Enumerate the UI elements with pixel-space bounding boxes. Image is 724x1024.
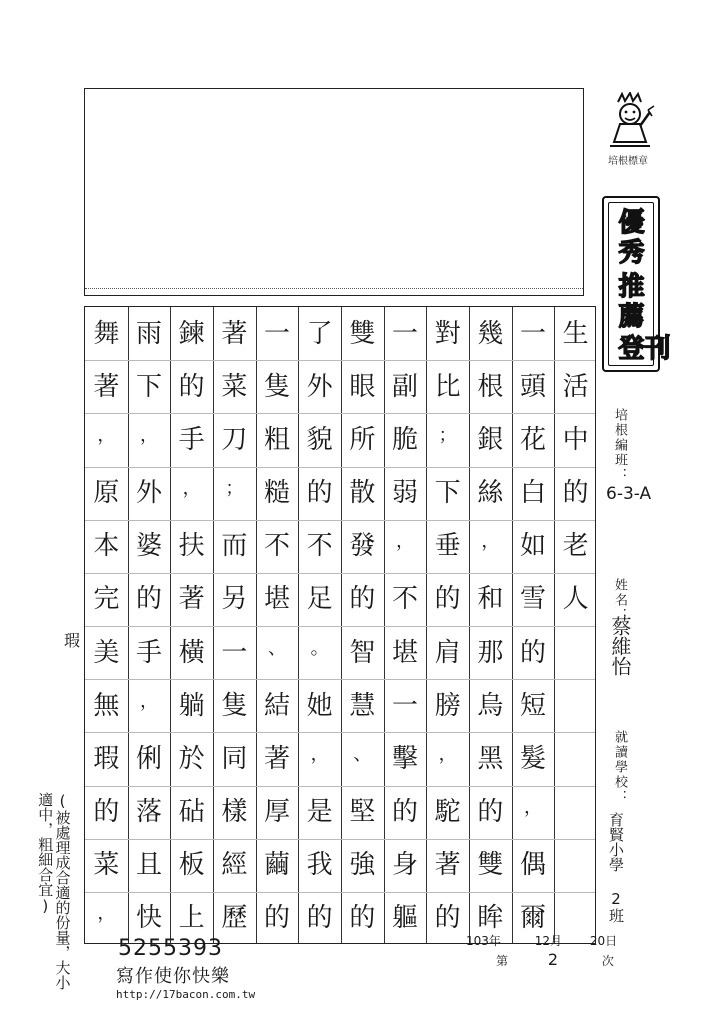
essay-char: 歷 bbox=[221, 903, 248, 934]
margin-correction-note: 瑕 bbox=[64, 631, 81, 650]
essay-char: 板 bbox=[178, 850, 205, 881]
essay-char: 經 bbox=[221, 850, 248, 881]
essay-char: 於 bbox=[178, 743, 205, 774]
essay-char: 黑 bbox=[477, 743, 504, 774]
essay-char: 的 bbox=[349, 903, 376, 934]
grid-column-divider bbox=[128, 307, 129, 943]
essay-char: 一 bbox=[519, 318, 546, 349]
essay-char: ， bbox=[139, 690, 158, 712]
essay-char: 而 bbox=[221, 531, 248, 562]
essay-char: 同 bbox=[221, 743, 248, 774]
date-month: 12 bbox=[534, 934, 551, 948]
essay-char: ； bbox=[225, 478, 244, 500]
essay-char: 的 bbox=[434, 903, 461, 934]
grid-column-divider bbox=[256, 307, 257, 943]
essay-char: 比 bbox=[434, 371, 461, 402]
essay-char: 足 bbox=[306, 584, 333, 615]
essay-char: 躺 bbox=[178, 690, 205, 721]
essay-char: ； bbox=[438, 424, 457, 446]
essay-char: 舞 bbox=[93, 318, 120, 349]
essay-char: 軀 bbox=[391, 903, 418, 934]
essay-char: 手 bbox=[135, 637, 162, 668]
essay-char: 膀 bbox=[434, 690, 461, 721]
brand-slogan: 寫作使你快樂 bbox=[116, 966, 230, 987]
essay-char: 堪 bbox=[263, 584, 290, 615]
manuscript-grid bbox=[84, 306, 596, 944]
essay-char: 上 bbox=[178, 903, 205, 934]
essay-char: 眸 bbox=[477, 903, 504, 934]
essay-char: 、 bbox=[353, 743, 372, 765]
essay-char: 著 bbox=[178, 584, 205, 615]
essay-char: 一 bbox=[391, 690, 418, 721]
essay-char: 一 bbox=[391, 318, 418, 349]
essay-char: 砧 bbox=[178, 797, 205, 828]
essay-char: 菜 bbox=[93, 850, 120, 881]
essay-char: 美 bbox=[93, 637, 120, 668]
grid-row-divider bbox=[85, 892, 595, 893]
grid-row-divider bbox=[85, 626, 595, 627]
essay-char: 的 bbox=[391, 797, 418, 828]
essay-char: 那 bbox=[477, 637, 504, 668]
essay-char: 。 bbox=[310, 637, 329, 659]
essay-char: 髮 bbox=[519, 743, 546, 774]
essay-char: 老 bbox=[562, 531, 589, 562]
essay-char: 粗 bbox=[263, 424, 290, 455]
school-value: 育賢小學 2班 bbox=[607, 812, 625, 923]
essay-char: 的 bbox=[263, 903, 290, 934]
essay-char: 散 bbox=[349, 478, 376, 509]
essay-char: 堅 bbox=[349, 797, 376, 828]
essay-char: 且 bbox=[135, 850, 162, 881]
essay-char: 的 bbox=[93, 797, 120, 828]
essay-char: 副 bbox=[391, 371, 418, 402]
essay-char: 花 bbox=[519, 424, 546, 455]
essay-char: 駝 bbox=[434, 797, 461, 828]
essay-char: 隻 bbox=[221, 690, 248, 721]
essay-char: 偶 bbox=[519, 850, 546, 881]
essay-char: 著 bbox=[263, 743, 290, 774]
essay-char: 不 bbox=[306, 531, 333, 562]
essay-char: 我 bbox=[306, 850, 333, 881]
essay-char: 本 bbox=[93, 531, 120, 562]
essay-char: 的 bbox=[135, 584, 162, 615]
essay-char: 、 bbox=[267, 637, 286, 659]
essay-char: 身 bbox=[391, 850, 418, 881]
essay-char: 著 bbox=[434, 850, 461, 881]
essay-char: 隻 bbox=[263, 371, 290, 402]
essay-char: 頭 bbox=[519, 371, 546, 402]
essay-char: 的 bbox=[434, 584, 461, 615]
essay-char: 擊 bbox=[391, 743, 418, 774]
essay-char: 智 bbox=[349, 637, 376, 668]
essay-char: 所 bbox=[349, 424, 376, 455]
essay-char: ， bbox=[395, 531, 414, 553]
essay-char: 爾 bbox=[519, 903, 546, 934]
grid-row-divider bbox=[85, 360, 595, 361]
essay-char: ， bbox=[97, 903, 116, 925]
date-day: 20 bbox=[589, 934, 606, 948]
essay-char: 原 bbox=[93, 478, 120, 509]
essay-char: ， bbox=[523, 797, 542, 819]
recommend-line-2: 推薦 bbox=[614, 272, 644, 332]
essay-char: 另 bbox=[221, 584, 248, 615]
grid-column-divider bbox=[298, 307, 299, 943]
recommend-publish-badge bbox=[602, 196, 670, 372]
essay-char: 雙 bbox=[477, 850, 504, 881]
grid-column-divider bbox=[469, 307, 470, 943]
essay-char: 強 bbox=[349, 850, 376, 881]
grid-column-divider bbox=[170, 307, 171, 943]
student-name: 蔡維怡 bbox=[608, 616, 632, 676]
essay-char: 堪 bbox=[391, 637, 418, 668]
essay-char: 雙 bbox=[349, 318, 376, 349]
essay-char: 瑕 bbox=[93, 743, 120, 774]
essay-char: ， bbox=[481, 531, 500, 553]
essay-char: 一 bbox=[221, 637, 248, 668]
grid-row-divider bbox=[85, 679, 595, 680]
recommend-line-3: 刊登 bbox=[614, 334, 670, 364]
class-label: 培根編班： bbox=[612, 408, 627, 483]
essay-char: 外 bbox=[306, 371, 333, 402]
grid-row-divider bbox=[85, 520, 595, 521]
essay-char: 雪 bbox=[519, 584, 546, 615]
essay-char: 快 bbox=[135, 903, 162, 934]
grid-column-divider bbox=[213, 307, 214, 943]
essay-char: 繭 bbox=[263, 850, 290, 881]
essay-char: 鍊 bbox=[178, 318, 205, 349]
essay-char: 絲 bbox=[477, 478, 504, 509]
essay-char: 不 bbox=[263, 531, 290, 562]
grid-column-divider bbox=[384, 307, 385, 943]
site-url: http://17bacon.com.tw bbox=[116, 988, 256, 1001]
essay-char: 扶 bbox=[178, 531, 205, 562]
stamp-label: 培根標章 bbox=[608, 156, 648, 167]
essay-char: 人 bbox=[562, 584, 589, 615]
essay-char: 下 bbox=[434, 478, 461, 509]
essay-char: 的 bbox=[349, 584, 376, 615]
teacher-comment-box bbox=[84, 88, 584, 296]
essay-char: 短 bbox=[519, 690, 546, 721]
essay-char: 下 bbox=[135, 371, 162, 402]
recommend-line-1: 優秀 bbox=[614, 208, 644, 268]
essay-char: 弱 bbox=[391, 478, 418, 509]
submission-count: 第 2 次 bbox=[496, 950, 614, 969]
essay-char: 如 bbox=[519, 531, 546, 562]
essay-char: 眼 bbox=[349, 371, 376, 402]
essay-char: ， bbox=[139, 424, 158, 446]
date-line: 103年 12月 20日 bbox=[466, 934, 618, 948]
essay-char: 是 bbox=[306, 797, 333, 828]
grid-column-divider bbox=[426, 307, 427, 943]
essay-char: 糙 bbox=[263, 478, 290, 509]
essay-char: ， bbox=[310, 743, 329, 765]
essay-char: 外 bbox=[135, 478, 162, 509]
essay-char: 的 bbox=[178, 371, 205, 402]
essay-char: 完 bbox=[93, 584, 120, 615]
school-label: 就讀學校： bbox=[612, 730, 627, 805]
grid-row-divider bbox=[85, 467, 595, 468]
essay-char: 橫 bbox=[178, 637, 205, 668]
essay-char: 垂 bbox=[434, 531, 461, 562]
essay-char: 銀 bbox=[477, 424, 504, 455]
essay-char: 著 bbox=[93, 371, 120, 402]
essay-char: 厚 bbox=[263, 797, 290, 828]
essay-char: 菜 bbox=[221, 371, 248, 402]
essay-char: 著 bbox=[221, 318, 248, 349]
essay-char: 肩 bbox=[434, 637, 461, 668]
essay-char: 的 bbox=[477, 797, 504, 828]
essay-char: 一 bbox=[263, 318, 290, 349]
margin-comment-note: (被處理成合適的份量，大小適中，粗細合宜) bbox=[36, 792, 72, 990]
essay-char: 落 bbox=[135, 797, 162, 828]
grid-column-divider bbox=[341, 307, 342, 943]
essay-char: 慧 bbox=[349, 690, 376, 721]
essay-char: ， bbox=[182, 478, 201, 500]
essay-char: 脆 bbox=[391, 424, 418, 455]
essay-char: 的 bbox=[519, 637, 546, 668]
essay-char: 結 bbox=[263, 690, 290, 721]
essay-char: 刀 bbox=[221, 424, 248, 455]
essay-char: 無 bbox=[93, 690, 120, 721]
submission-number: 2 bbox=[547, 950, 559, 969]
grid-column-divider bbox=[512, 307, 513, 943]
essay-char: 了 bbox=[306, 318, 333, 349]
essay-char: 生 bbox=[562, 318, 589, 349]
essay-char: 的 bbox=[306, 903, 333, 934]
essay-char: 樣 bbox=[221, 797, 248, 828]
essay-char: 烏 bbox=[477, 690, 504, 721]
grid-row-divider bbox=[85, 786, 595, 787]
essay-char: ， bbox=[438, 743, 457, 765]
essay-id-number: 5255393 bbox=[118, 936, 223, 961]
essay-char: 貌 bbox=[306, 424, 333, 455]
date-year: 103 bbox=[466, 934, 489, 948]
essay-char: 活 bbox=[562, 371, 589, 402]
essay-char: 白 bbox=[519, 478, 546, 509]
bacon-mascot-stamp-icon bbox=[604, 92, 656, 150]
essay-char: 她 bbox=[306, 690, 333, 721]
essay-char: 中 bbox=[562, 424, 589, 455]
grid-row-divider bbox=[85, 573, 595, 574]
essay-char: 的 bbox=[562, 478, 589, 509]
essay-char: 根 bbox=[477, 371, 504, 402]
essay-char: 對 bbox=[434, 318, 461, 349]
essay-char: 發 bbox=[349, 531, 376, 562]
name-label: 姓名： bbox=[612, 578, 627, 623]
essay-char: 不 bbox=[391, 584, 418, 615]
essay-char: 雨 bbox=[135, 318, 162, 349]
essay-char: 手 bbox=[178, 424, 205, 455]
essay-char: 的 bbox=[306, 478, 333, 509]
grid-row-divider bbox=[85, 413, 595, 414]
essay-char: 婆 bbox=[135, 531, 162, 562]
essay-char: 和 bbox=[477, 584, 504, 615]
essay-char: ， bbox=[97, 424, 116, 446]
essay-char: 幾 bbox=[477, 318, 504, 349]
grid-row-divider bbox=[85, 732, 595, 733]
grid-row-divider bbox=[85, 839, 595, 840]
essay-char: 俐 bbox=[135, 743, 162, 774]
class-value: 6-3-A bbox=[606, 484, 652, 504]
grid-column-divider bbox=[554, 307, 555, 943]
